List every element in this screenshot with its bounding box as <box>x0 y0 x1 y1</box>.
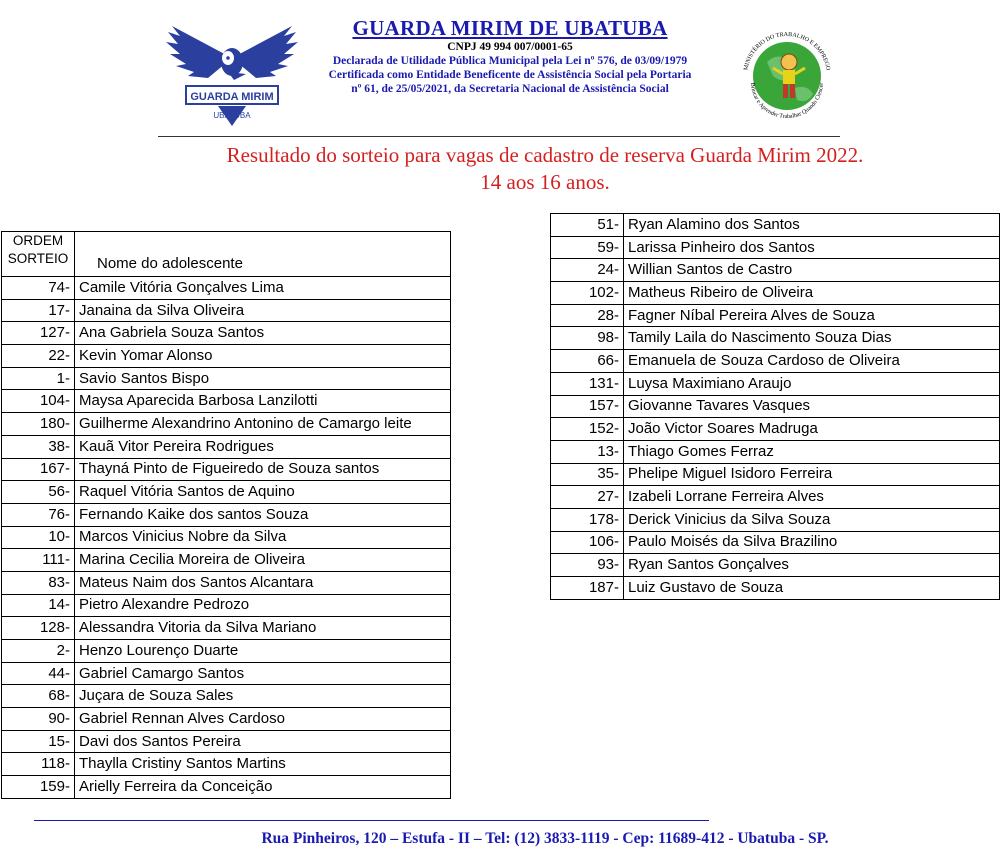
table-row <box>2 640 451 663</box>
draw-number: 178- <box>551 508 624 531</box>
adolescent-name: Camile Vitória Gonçalves Lima <box>75 277 451 300</box>
adolescent-name: Pietro Alexandre Pedrozo <box>75 594 451 617</box>
table-row <box>2 571 451 594</box>
table-row <box>551 531 1000 554</box>
table-row <box>2 503 451 526</box>
adolescent-name: Marina Cecilia Moreira de Oliveira <box>75 549 451 572</box>
table-row <box>2 685 451 708</box>
draw-number: 127- <box>2 322 75 345</box>
adolescent-name: Savio Santos Bispo <box>75 367 451 390</box>
table-row <box>551 463 1000 486</box>
adolescent-name: Kauã Vitor Pereira Rodrigues <box>75 435 451 458</box>
table-row <box>551 236 1000 259</box>
heading-line-1: Resultado do sorteio para vagas de cadastro de reserva Guarda Mirim 2022. <box>226 143 864 167</box>
ordem-sorteio-header <box>2 232 75 277</box>
table-row <box>2 776 451 799</box>
table-row <box>2 708 451 731</box>
draw-number: 27- <box>551 486 624 509</box>
adolescent-name: Thiago Gomes Ferraz <box>624 440 1000 463</box>
adolescent-name: Phelipe Miguel Isidoro Ferreira <box>624 463 1000 486</box>
table-row <box>551 214 1000 237</box>
table-row <box>2 435 451 458</box>
table-row <box>551 282 1000 305</box>
draw-number: 15- <box>2 730 75 753</box>
adolescent-name: Fagner Níbal Pereira Alves de Souza <box>624 304 1000 327</box>
draw-number: 118- <box>2 753 75 776</box>
adolescent-name: Gabriel Camargo Santos <box>75 662 451 685</box>
heading-line-2: 14 aos 16 anos. <box>480 170 610 194</box>
draw-number: 1- <box>2 367 75 390</box>
table-row <box>2 299 451 322</box>
table-row <box>551 554 1000 577</box>
footer-divider <box>34 820 709 821</box>
table-row <box>2 753 451 776</box>
table-row <box>551 395 1000 418</box>
table-row <box>2 277 451 300</box>
table-row <box>2 413 451 436</box>
table-row <box>2 549 451 572</box>
table-row <box>2 662 451 685</box>
adolescent-name: Juçara de Souza Sales <box>75 685 451 708</box>
logo-text-bottom: UBATUBA <box>213 111 251 120</box>
adolescent-name: Ryan Santos Gonçalves <box>624 554 1000 577</box>
adolescent-name: João Victor Soares Madruga <box>624 418 1000 441</box>
table-header-row <box>2 232 451 277</box>
table-row <box>2 526 451 549</box>
draw-number: 51- <box>551 214 624 237</box>
sorteio-label: SORTEIO <box>7 251 69 266</box>
table-row <box>551 486 1000 509</box>
adolescent-name: Alessandra Vitoria da Silva Mariano <box>75 617 451 640</box>
draw-number: 152- <box>551 418 624 441</box>
draw-number: 159- <box>2 776 75 799</box>
draw-number: 10- <box>2 526 75 549</box>
adolescent-name: Paulo Moisés da Silva Brazilino <box>624 531 1000 554</box>
adolescent-name: Henzo Lourenço Duarte <box>75 640 451 663</box>
adolescent-name: Fernando Kaike dos santos Souza <box>75 503 451 526</box>
table-row <box>551 577 1000 600</box>
draw-number: 90- <box>2 708 75 731</box>
table-row <box>551 350 1000 373</box>
draw-number: 106- <box>551 531 624 554</box>
adolescent-name: Luysa Maximiano Araujo <box>624 372 1000 395</box>
adolescent-name: Thayná Pinto de Figueiredo de Souza santos <box>75 458 451 481</box>
draw-number: 66- <box>551 350 624 373</box>
draw-number: 76- <box>2 503 75 526</box>
draw-number: 59- <box>551 236 624 259</box>
table-row <box>551 259 1000 282</box>
draw-number: 44- <box>2 662 75 685</box>
adolescent-name: Ryan Alamino dos Santos <box>624 214 1000 237</box>
footer-address: Rua Pinheiros, 120 – Estufa - II – Tel: (12) 3833-1119 - Cep: 11689-412 - Ubatuba - SP. <box>261 830 829 847</box>
result-heading <box>150 142 940 196</box>
table-row <box>2 390 451 413</box>
draw-number: 83- <box>2 571 75 594</box>
name-column-header: Nome do adolescente <box>75 232 451 277</box>
adolescent-name: Giovanne Tavares Vasques <box>624 395 1000 418</box>
seal-ring-top: MINISTÉRIO DO TRABALHO E EMPREGO <box>743 31 831 71</box>
draw-number: 102- <box>551 282 624 305</box>
table-row <box>2 617 451 640</box>
table-row <box>2 458 451 481</box>
adolescent-name: Guilherme Alexandrino Antonino de Camargo leite <box>75 413 451 436</box>
table-row <box>551 440 1000 463</box>
cnpj-line: CNPJ 49 994 007/0001-65 <box>447 41 573 53</box>
adolescent-name: Emanuela de Souza Cardoso de Oliveira <box>624 350 1000 373</box>
header-divider <box>158 136 840 137</box>
adolescent-name: Maysa Aparecida Barbosa Lanzilotti <box>75 390 451 413</box>
draw-number: 74- <box>2 277 75 300</box>
draw-number: 111- <box>2 549 75 572</box>
table-row <box>551 508 1000 531</box>
table-row <box>551 304 1000 327</box>
adolescent-name: Marcos Vinicius Nobre da Silva <box>75 526 451 549</box>
ministerio-trabalho-seal <box>733 22 841 130</box>
adolescent-name: Derick Vinicius da Silva Souza <box>624 508 1000 531</box>
draw-number: 68- <box>2 685 75 708</box>
adolescent-name: Kevin Yomar Alonso <box>75 345 451 368</box>
draw-number: 13- <box>551 440 624 463</box>
draw-number: 56- <box>2 481 75 504</box>
portaria-line: nº 61, de 25/05/2021, da Secretaria Nacional de Assistência Social <box>351 83 669 95</box>
draw-number: 38- <box>2 435 75 458</box>
adolescent-name: Gabriel Rennan Alves Cardoso <box>75 708 451 731</box>
adolescent-name: Ana Gabriela Souza Santos <box>75 322 451 345</box>
declaration-line: Declarada de Utilidade Pública Municipal pela Lei nº 576, de 03/09/1979 <box>332 55 688 67</box>
adolescent-name: Willian Santos de Castro <box>624 259 1000 282</box>
draw-number: 35- <box>551 463 624 486</box>
draw-number: 14- <box>2 594 75 617</box>
draw-number: 28- <box>551 304 624 327</box>
draw-number: 104- <box>2 390 75 413</box>
draw-number: 157- <box>551 395 624 418</box>
adolescent-name: Larissa Pinheiro dos Santos <box>624 236 1000 259</box>
draw-number: 187- <box>551 577 624 600</box>
certification-line: Certificada como Entidade Beneficente de Assistência Social pela Portaria <box>328 69 692 81</box>
adolescent-name: Raquel Vitória Santos de Aquino <box>75 481 451 504</box>
seal-ring-bottom: Brincar e Aprender Trabalhar Quando Crescer <box>748 82 825 121</box>
table-row <box>2 322 451 345</box>
draw-number: 128- <box>2 617 75 640</box>
left-results-table <box>1 231 451 799</box>
draw-number: 93- <box>551 554 624 577</box>
table-row <box>2 367 451 390</box>
adolescent-name: Luiz Gustavo de Souza <box>624 577 1000 600</box>
table-row <box>2 345 451 368</box>
draw-number: 22- <box>2 345 75 368</box>
draw-number: 98- <box>551 327 624 350</box>
org-title: GUARDA MIRIM DE UBATUBA <box>352 16 668 40</box>
table-row <box>2 481 451 504</box>
draw-number: 167- <box>2 458 75 481</box>
table-row <box>2 594 451 617</box>
adolescent-name: Tamily Laila do Nascimento Souza Dias <box>624 327 1000 350</box>
table-row <box>551 418 1000 441</box>
draw-number: 131- <box>551 372 624 395</box>
draw-number: 17- <box>2 299 75 322</box>
logo-text-top: GUARDA MIRIM <box>190 91 274 103</box>
table-row <box>2 730 451 753</box>
adolescent-name: Mateus Naim dos Santos Alcantara <box>75 571 451 594</box>
adolescent-name: Davi dos Santos Pereira <box>75 730 451 753</box>
draw-number: 2- <box>2 640 75 663</box>
draw-number: 180- <box>2 413 75 436</box>
adolescent-name: Janaina da Silva Oliveira <box>75 299 451 322</box>
ordem-label: ORDEM <box>12 233 64 248</box>
adolescent-name: Arielly Ferreira da Conceição <box>75 776 451 799</box>
adolescent-name: Matheus Ribeiro de Oliveira <box>624 282 1000 305</box>
adolescent-name: Izabeli Lorrane Ferreira Alves <box>624 486 1000 509</box>
draw-number: 24- <box>551 259 624 282</box>
right-results-table <box>550 213 1000 600</box>
adolescent-name: Thaylla Cristiny Santos Martins <box>75 753 451 776</box>
table-row <box>551 372 1000 395</box>
table-row <box>551 327 1000 350</box>
